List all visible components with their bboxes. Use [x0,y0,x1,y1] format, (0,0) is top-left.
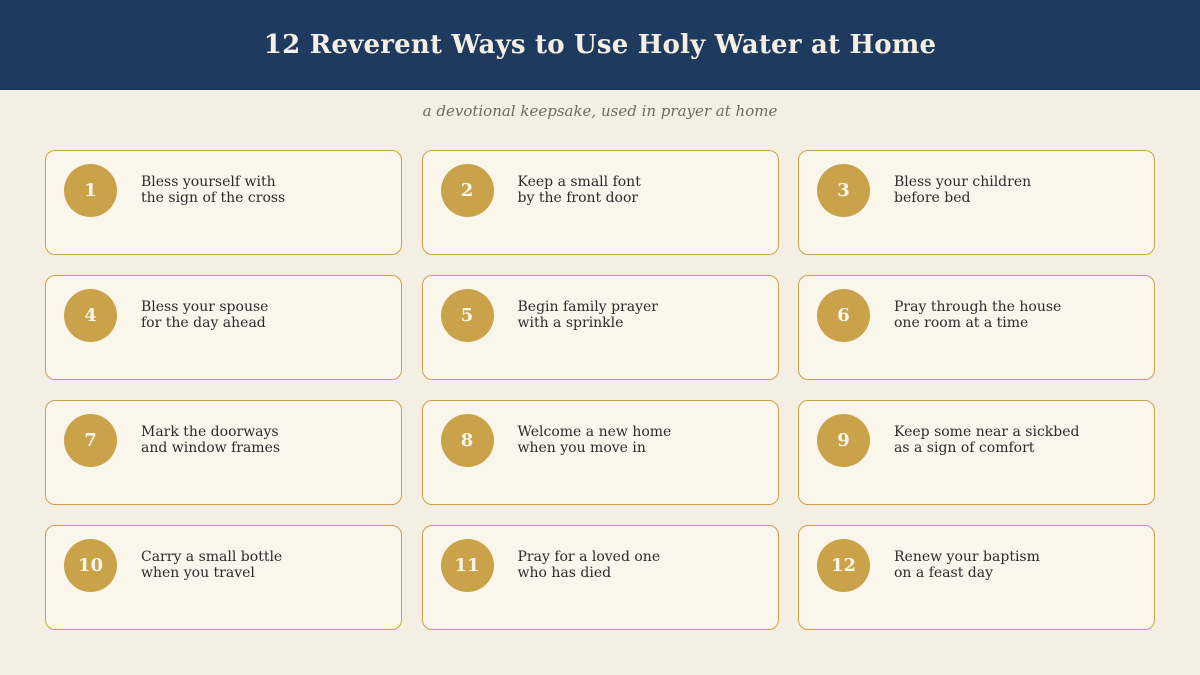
number-badge: 9 [817,414,870,467]
way-text-line: Carry a small bottle [141,549,283,565]
way-text [894,424,1139,456]
number-badge: 4 [64,289,117,342]
ways-grid [45,150,1155,630]
number-badge: 1 [64,164,117,217]
way-text-line: the sign of the cross [141,190,286,206]
way-text-line: one room at a time [894,315,1029,331]
way-card [798,150,1155,255]
number-badge: 6 [817,289,870,342]
way-card [45,150,402,255]
way-text [141,424,386,456]
number-badge: 2 [441,164,494,217]
number-badge: 7 [64,414,117,467]
way-card [45,400,402,505]
way-card [798,525,1155,630]
way-text-line: who has died [517,565,612,581]
page-subtitle: a devotional keepsake, used in prayer at home [422,102,778,120]
way-card [422,525,779,630]
way-text [518,549,763,581]
way-text [518,299,763,331]
way-card [422,275,779,380]
way-text-line: Bless your children [894,174,1032,190]
number-badge: 12 [817,539,870,592]
way-text-line: Bless yourself with [141,174,276,190]
way-card [45,525,402,630]
way-text-line: by the front door [517,190,639,206]
way-card [798,275,1155,380]
way-text [141,174,386,206]
way-text [518,424,763,456]
way-card [422,400,779,505]
way-card [45,275,402,380]
way-text [894,299,1139,331]
way-text-line: Renew your baptism [894,549,1040,565]
way-text-line: when you move in [517,440,646,456]
way-text-line: Pray through the house [894,299,1062,315]
way-text-line: Bless your spouse [141,299,269,315]
way-text-line: on a feast day [894,565,993,581]
way-text-line: for the day ahead [141,315,266,331]
way-card [422,150,779,255]
way-text-line: Welcome a new home [517,424,672,440]
way-text-line: Mark the doorways [141,424,279,440]
way-text-line: before bed [894,190,971,206]
header-banner [0,0,1200,90]
way-text-line: Pray for a loved one [517,549,661,565]
number-badge: 10 [64,539,117,592]
way-text-line: as a sign of comfort [894,440,1035,456]
way-text-line: when you travel [141,565,255,581]
way-text [518,174,763,206]
way-text [141,299,386,331]
way-text [141,549,386,581]
way-text [894,174,1139,206]
way-text-line: Keep some near a sickbed [894,424,1080,440]
way-text-line: Keep a small font [517,174,641,190]
number-badge: 8 [441,414,494,467]
way-text [894,549,1139,581]
way-text-line: Begin family prayer [517,299,658,315]
number-badge: 5 [441,289,494,342]
number-badge: 11 [441,539,494,592]
way-text-line: with a sprinkle [517,315,624,331]
way-text-line: and window frames [141,440,281,456]
page-title: 12 Reverent Ways to Use Holy Water at Home [263,30,937,60]
way-card [798,400,1155,505]
number-badge: 3 [817,164,870,217]
